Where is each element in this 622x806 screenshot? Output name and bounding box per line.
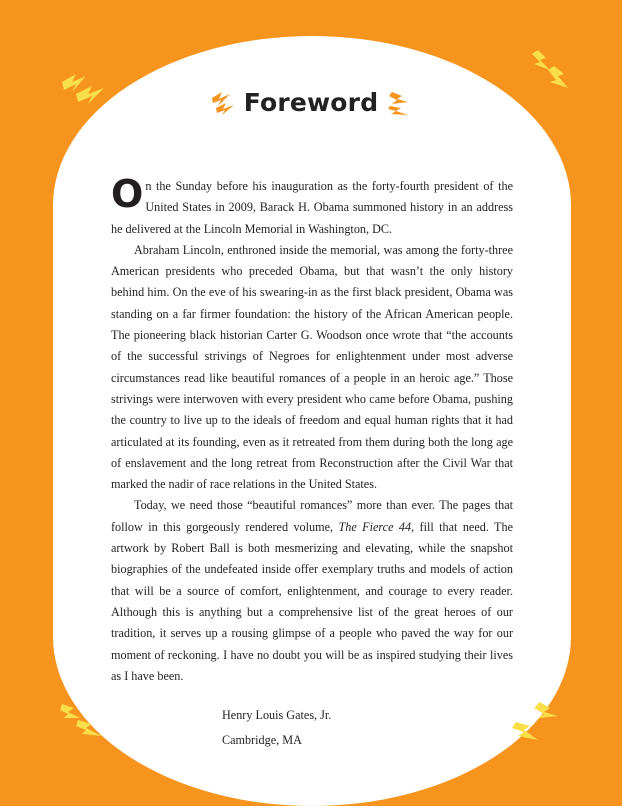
lightning-bolt-icon (386, 90, 412, 116)
lightning-bolt-icon (510, 700, 562, 746)
page-title: Foreword (243, 88, 379, 117)
foreword-body (111, 172, 514, 687)
lightning-bolt-icon (210, 90, 236, 116)
author-location: Cambridge, MA (222, 733, 302, 747)
lightning-bolt-icon (58, 700, 108, 742)
author-name: Henry Louis Gates, Jr. (222, 708, 332, 722)
book-title: The Fierce 44, (338, 519, 415, 534)
header (0, 88, 622, 117)
paragraph-text: fill that need. The artwork by Robert Ball is both mesmerizing and elevating, while the snapshot biographies of the undefeated inside offer exemplary truths and models of action that will be a source of comfort, enlightenment, and courage to every reader. Although this is anything but a comprehensive list of the great heroes of our tradition, it serves up a rousing glimpse of a people who paved the way for our moment of reckoning. I have no doubt you will be as inspired studying their lives as I have been. (111, 519, 514, 683)
paragraph: Abraham Lincoln, enthroned inside the memorial, was among the forty-three American presidents who preceded Obama, but that wasn’t the only history behind him. On the eve of his swearing-in as the first black president, Obama was standing on a far firmer foundation: the history of the African American people. The pioneering black historian Carter G. Woodson once wrote that “the accounts of the successful strivings of Negroes for enlightenment under most adverse circumstances read like beautiful romances of a people in an heroic age.” Those strivings were interwoven with every president who came before Obama, pushing the country to live up to the ideals of freedom and equal human rights that it had articulated at its founding, even as it retreated from them during both the long age of enslavement and the long retreat from Reconstruction after the Civil War that marked the nadir of race relations in the United States. (111, 242, 513, 492)
paragraph (111, 172, 513, 240)
signature-block (222, 703, 331, 753)
paragraph (111, 495, 513, 687)
paragraph-text: Today, we need those “beautiful romances” more than ever. The pages that follow in this gorgeously rendered volume, (111, 498, 513, 534)
paragraph-text: n the Sunday before his inauguration as the forty-fourth president of the United States in 2009, Barack H. Obama summoned history in an address he delivered at the Lincoln Memorial in Washington, DC. (111, 179, 513, 236)
drop-cap: O (111, 172, 144, 216)
